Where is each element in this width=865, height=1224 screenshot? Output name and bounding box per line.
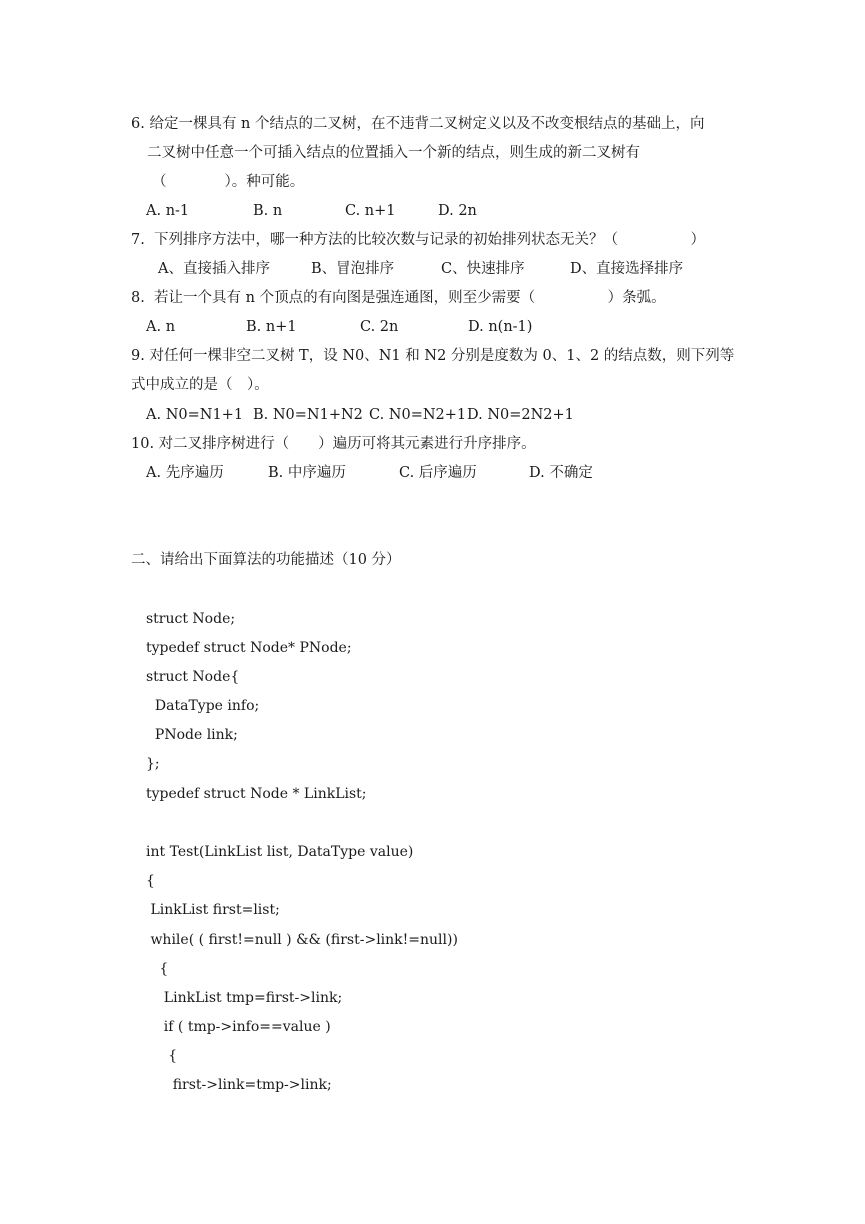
code-line: if ( tmp->info==value ) (146, 1019, 331, 1035)
code-line: LinkList tmp=first->link; (146, 990, 343, 1006)
q6-options (0, 201, 865, 221)
q7-option-a: A、直接插入排序 (158, 261, 270, 277)
q8-option-b: B. n+1 (246, 319, 297, 335)
code-line: first->link=tmp->link; (146, 1077, 332, 1093)
q8-option-c: C. 2n (360, 319, 399, 335)
q9-option-c: C. N0=N2+1 (369, 407, 467, 423)
q9-line-2: 式中成立的是（ ）。 (131, 377, 269, 393)
q9-options (0, 405, 865, 425)
q9-option-a: A. N0=N1+1 (146, 407, 244, 423)
q6-option-c: C. n+1 (345, 203, 396, 219)
q8-option-d: D. n(n-1) (468, 319, 533, 335)
code-line: struct Node{ (146, 669, 240, 685)
q6-option-d: D. 2n (438, 203, 477, 219)
q8-options (0, 317, 865, 337)
q7-option-b: B、冒泡排序 (311, 261, 395, 277)
q10-option-a: A. 先序遍历 (146, 465, 224, 481)
q6-line-1: 6. 给定一棵具有 n 个结点的二叉树，在不违背二叉树定义以及不改变根结点的基础上，向 (131, 116, 705, 132)
section-2-heading: 二、请给出下面算法的功能描述（10 分） (131, 552, 401, 568)
q7-option-d: D、直接选择排序 (570, 261, 684, 277)
code-line: }; (146, 756, 160, 772)
q6-line-2: 二叉树中任意一个可插入结点的位置插入一个新的结点，则生成的新二叉树有 (147, 145, 640, 161)
q8-option-a: A. n (146, 319, 176, 335)
code-line: int Test(LinkList list, DataType value) (146, 844, 414, 860)
code-line: struct Node; (146, 611, 236, 627)
code-line: while( ( first!=null ) && (first->link!=null)) (146, 932, 458, 948)
code-line: typedef struct Node * LinkList; (146, 786, 367, 802)
q8-line-1: 8. 若让一个具有 n 个顶点的有向图是强连通图，则至少需要（ ）条弧。 (131, 290, 666, 306)
q7-option-c: C、快速排序 (441, 261, 525, 277)
code-line: LinkList first=list; (146, 902, 280, 918)
q9-option-b: B. N0=N1+N2 (253, 407, 363, 423)
q10-option-b: B. 中序遍历 (268, 465, 346, 481)
q6-line-3: （ ）。种可能。 (152, 174, 305, 190)
code-line: { (146, 961, 169, 977)
q6-option-b: B. n (253, 203, 283, 219)
code-line: { (146, 873, 155, 889)
q6-option-a: A. n-1 (146, 203, 190, 219)
q7-line-1: 7. 下列排序方法中，哪一种方法的比较次数与记录的初始排列状态无关？（ ） (131, 232, 706, 248)
q7-options (0, 259, 865, 279)
q9-line-1: 9. 对任何一棵非空二叉树 T，设 N0、N1 和 N2 分别是度数为 0、1、2 的结点数，则下列等 (131, 348, 735, 364)
q9-option-d: D. N0=2N2+1 (467, 407, 574, 423)
code-line: { (146, 1048, 178, 1064)
q10-option-c: C. 后序遍历 (399, 465, 477, 481)
q10-line-1: 10. 对二叉排序树进行（ ）遍历可将其元素进行升序排序。 (131, 436, 536, 452)
code-line: typedef struct Node* PNode; (146, 640, 352, 656)
code-line: DataType info; (146, 698, 260, 714)
code-line: PNode link; (146, 727, 238, 743)
q10-options (0, 463, 865, 483)
q10-option-d: D. 不确定 (529, 465, 593, 481)
